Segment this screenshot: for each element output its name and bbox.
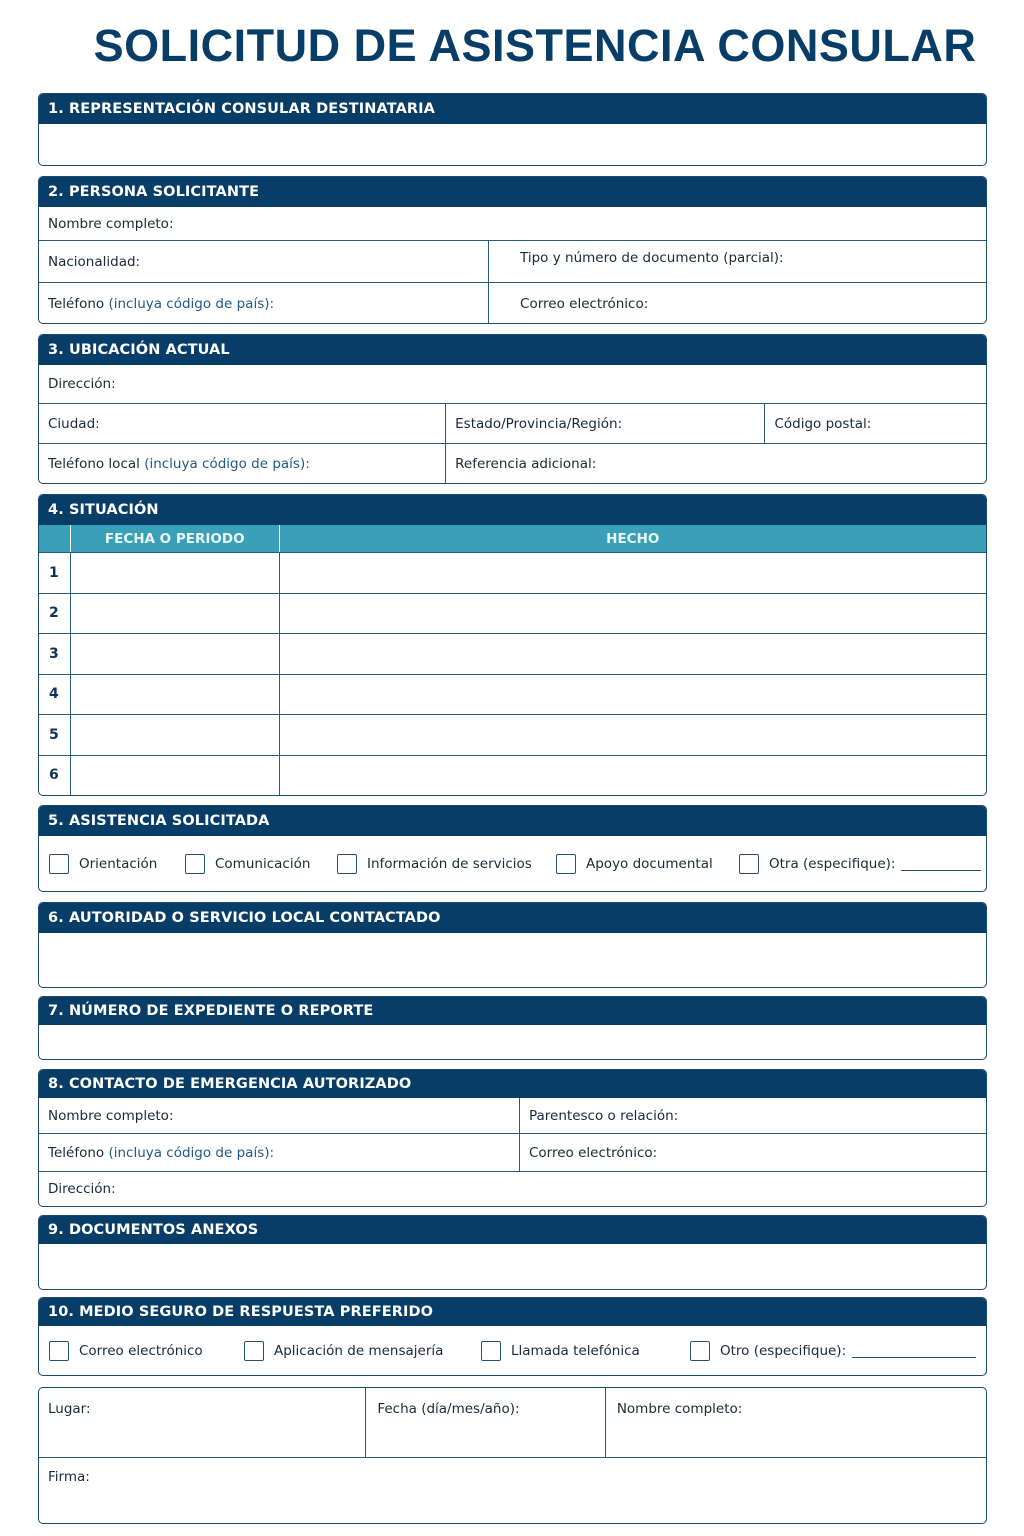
checkbox-label: Correo electrónico	[79, 1342, 203, 1359]
contact-address-field[interactable]	[39, 1172, 986, 1206]
phone-hint: (incluya código de país):	[108, 1144, 275, 1161]
date-cell[interactable]	[70, 675, 279, 715]
section-requested-assistance	[38, 805, 987, 892]
reference-field[interactable]	[445, 444, 986, 484]
attached-documents-field[interactable]	[39, 1244, 986, 1289]
row-number: 4	[49, 686, 59, 703]
state-label: Estado/Provincia/Región:	[455, 415, 623, 432]
row-number: 3	[49, 645, 59, 662]
relationship-label: Parentesco o relación:	[528, 1107, 679, 1124]
checkbox-llamada[interactable]	[481, 1341, 690, 1361]
checkbox-comunicacion[interactable]	[185, 854, 337, 874]
section-response-method	[38, 1297, 987, 1376]
fact-cell[interactable]	[279, 553, 986, 593]
fact-cell[interactable]	[279, 594, 986, 634]
section-local-authority	[38, 902, 987, 988]
checkbox-orientacion[interactable]	[49, 854, 185, 874]
section-heading: 7. NÚMERO DE EXPEDIENTE O REPORTE	[39, 997, 986, 1025]
checkbox-otra[interactable]	[739, 854, 981, 874]
phone-label: Teléfono	[48, 295, 105, 312]
checkbox-box[interactable]	[49, 1341, 69, 1361]
section-heading: 1. REPRESENTACIÓN CONSULAR DESTINATARIA	[39, 94, 986, 124]
reference-label: Referencia adicional:	[455, 456, 597, 472]
checkbox-box[interactable]	[481, 1341, 501, 1361]
date-cell[interactable]	[70, 594, 279, 634]
address-field[interactable]	[39, 365, 986, 403]
row-number: 1	[49, 564, 59, 581]
checkbox-label: Información de servicios	[367, 855, 532, 872]
checkbox-informacion-servicios[interactable]	[337, 854, 556, 874]
table-row	[39, 593, 986, 634]
consular-representation-field[interactable]	[39, 124, 986, 165]
date-field[interactable]	[365, 1388, 605, 1457]
phone-hint: (incluya código de país):	[108, 295, 275, 312]
postal-code-label: Código postal:	[774, 415, 872, 432]
contact-address-label: Dirección:	[48, 1181, 116, 1197]
checkbox-label: Llamada telefónica	[511, 1342, 640, 1359]
checkbox-box[interactable]	[556, 854, 576, 874]
section-situation	[38, 494, 987, 796]
section-heading: 5. ASISTENCIA SOLICITADA	[39, 806, 986, 836]
checkbox-box[interactable]	[337, 854, 357, 874]
signature-label: Firma:	[48, 1469, 90, 1485]
row-number: 6	[49, 767, 59, 784]
local-authority-field[interactable]	[39, 933, 986, 987]
fact-cell[interactable]	[279, 756, 986, 796]
row-number: 5	[49, 726, 59, 743]
signature-field[interactable]	[39, 1458, 986, 1523]
table-row	[39, 633, 986, 674]
signature-block	[38, 1387, 987, 1524]
local-phone-field[interactable]	[39, 444, 445, 484]
checkbox-label: Otro (especifique):	[720, 1342, 847, 1359]
place-field[interactable]	[39, 1388, 365, 1457]
date-cell[interactable]	[70, 634, 279, 674]
postal-code-field[interactable]	[764, 404, 986, 443]
date-cell[interactable]	[70, 553, 279, 593]
document-field[interactable]	[488, 241, 986, 282]
checkbox-label: Otra (especifique):	[769, 855, 896, 872]
row-number-header	[39, 525, 70, 552]
section-heading: 2. PERSONA SOLICITANTE	[39, 177, 986, 207]
checkbox-box[interactable]	[739, 854, 759, 874]
date-cell[interactable]	[70, 715, 279, 755]
date-label: Fecha (día/mes/año):	[377, 1401, 520, 1417]
contact-name-label: Nombre completo:	[48, 1107, 174, 1124]
contact-email-field[interactable]	[519, 1134, 986, 1171]
city-field[interactable]	[39, 404, 445, 443]
situation-table-header	[39, 525, 986, 552]
checkbox-label: Comunicación	[215, 855, 311, 872]
form-title: SOLICITUD DE ASISTENCIA CONSULAR	[93, 20, 977, 71]
contact-name-field[interactable]	[39, 1098, 519, 1133]
section-emergency-contact	[38, 1069, 987, 1207]
applicant-email-field[interactable]	[488, 283, 986, 324]
section-heading: 3. UBICACIÓN ACTUAL	[39, 335, 986, 365]
fact-cell[interactable]	[279, 634, 986, 674]
state-field[interactable]	[445, 404, 764, 443]
table-row	[39, 674, 986, 715]
section-heading: 4. SITUACIÓN	[39, 495, 986, 525]
section-case-number	[38, 996, 987, 1060]
checkbox-mensajeria[interactable]	[244, 1341, 481, 1361]
checkbox-correo[interactable]	[49, 1341, 244, 1361]
address-label: Dirección:	[48, 376, 116, 392]
table-row	[39, 714, 986, 755]
applicant-name-field[interactable]	[39, 207, 986, 240]
applicant-phone-field[interactable]	[39, 283, 488, 324]
phone-hint: (incluya código de país):	[144, 456, 310, 472]
relationship-field[interactable]	[519, 1098, 986, 1133]
section-heading: 8. CONTACTO DE EMERGENCIA AUTORIZADO	[39, 1070, 986, 1098]
section-attached-documents	[38, 1215, 987, 1290]
section-heading: 6. AUTORIDAD O SERVICIO LOCAL CONTACTADO	[39, 903, 986, 933]
checkbox-box[interactable]	[185, 854, 205, 874]
section-current-location	[38, 334, 987, 484]
fact-cell[interactable]	[279, 715, 986, 755]
specify-line[interactable]	[852, 1344, 976, 1358]
fact-cell[interactable]	[279, 675, 986, 715]
applicant-name-label: Nombre completo:	[48, 215, 174, 232]
checkbox-box[interactable]	[244, 1341, 264, 1361]
contact-email-label: Correo electrónico:	[528, 1144, 658, 1161]
checkbox-label: Orientación	[79, 855, 158, 872]
contact-phone-field[interactable]	[39, 1134, 519, 1171]
local-phone-label: Teléfono local	[48, 456, 140, 472]
row-number: 2	[49, 605, 59, 622]
section-applicant	[38, 176, 987, 324]
nationality-field[interactable]	[39, 241, 488, 282]
table-row	[39, 552, 986, 593]
checkbox-otro[interactable]	[690, 1341, 976, 1361]
city-label: Ciudad:	[48, 415, 100, 432]
checkbox-box[interactable]	[690, 1341, 710, 1361]
section-heading: 10. MEDIO SEGURO DE RESPUESTA PREFERIDO	[39, 1298, 986, 1326]
signer-name-field[interactable]	[605, 1388, 986, 1457]
checkbox-box[interactable]	[49, 854, 69, 874]
document-label: Tipo y número de documento (parcial):	[520, 250, 784, 266]
fact-column-header: HECHO	[279, 525, 987, 552]
date-cell[interactable]	[70, 756, 279, 796]
signer-name-label: Nombre completo:	[616, 1401, 743, 1417]
email-label: Correo electrónico:	[520, 295, 649, 312]
section-heading: 9. DOCUMENTOS ANEXOS	[39, 1216, 986, 1244]
case-number-field[interactable]	[39, 1025, 986, 1059]
checkbox-label: Apoyo documental	[586, 855, 713, 872]
place-label: Lugar:	[48, 1401, 91, 1417]
checkbox-label: Aplicación de mensajería	[274, 1342, 444, 1359]
contact-phone-label: Teléfono	[48, 1144, 105, 1161]
date-column-header: FECHA O PERIODO	[70, 525, 279, 552]
table-row	[39, 755, 986, 796]
nationality-label: Nacionalidad:	[48, 253, 141, 270]
checkbox-apoyo-documental[interactable]	[556, 854, 739, 874]
specify-line[interactable]	[901, 857, 981, 871]
section-consular-representation	[38, 93, 987, 166]
